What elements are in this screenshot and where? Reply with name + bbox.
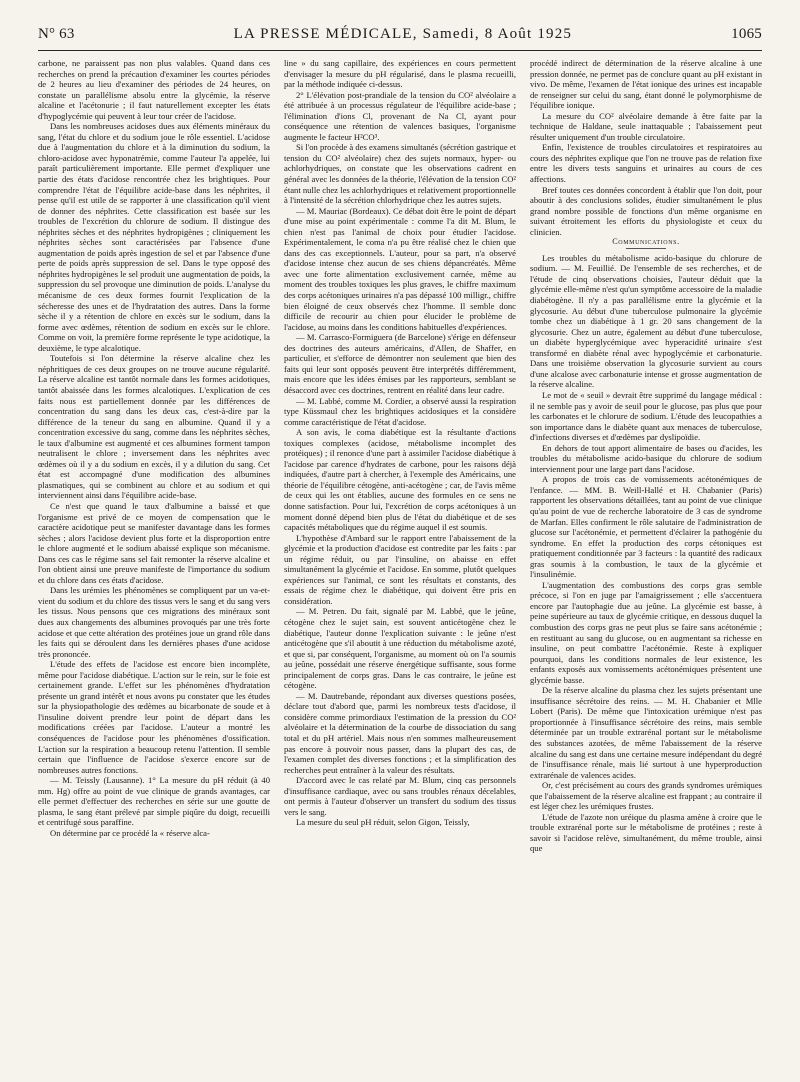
paragraph: De la réserve alcaline du plasma chez les sujets présentant une insuffisance sécrétoire des reins. — M. H. Chabanier et Mlle Lobert (Paris). De même que l'intoxication urémique n'est pas proportionnée à l'insuffisance sécrétoire des reins, mais semble déterminée par un trouble extrarénal portant sur le métabolisme des substances azotées, de même l'abaissement de la réserve alcaline du sang est dans une certaine mesure indépendant du degré de l'insuffisance rénale, mais lié surtout à une hyperproduction extrarénale de valences acides. [530, 685, 762, 780]
column-left [38, 58, 270, 1068]
paragraph: line » du sang capillaire, des expériences en cours permettent d'envisager la mesure du pH régularisé, dans le plasma recueilli, par la méthode indiquée ci-dessus. [284, 58, 516, 90]
paragraph: — M. Dautrebande, répondant aux diverses questions posées, déclare tout d'abord que, parmi les nombreux tests d'acidose, il considère comme primordiaux l'estimation de la pression du CO² alvéolaire et la détermination de la courbe de dissociation du sang total et du pH artériel. Mais nous n'en sommes malheureusement pas encore à pouvoir nous passer, dans la plupart des cas, de l'examen complet des diverses fonctions ; et la simplification des recherches peut entraîner à la valeur des résultats. [284, 690, 516, 775]
paragraph: Dans les nombreuses acidoses dues aux éléments minéraux du sang, l'état du chlore et du sodium joue le rôle essentiel. L'acidose due à l'augmentation du chlore et à la diminution du sodium, la chloro-acidose avec hyponatrémie, comme l'auteur l'a appelée, lui paraît particulièrement importante. Elle permet d'expliquer une partie des états d'acidose rencontrée chez les brightiques. Pour comprendre l'état de l'équilibre acide-base dans les néphrites, il pense qu'il est utile de se rapporter à une classification qu'il vient de donner des néphrites. Cette classification est basée sur les troubles de l'excrétion du chlorure de sodium. Il distingue des néphrites sèches et des néphrites hydropigènes ; cliniquement les néphrites sèches sont caractérisées par l'absence d'une augmentation de poids après ingestion de sel et par l'absence d'une perte de poids après suppression de sel. Dans le type opposé des néphrites hydropigènes le sel produit une augmentation de poids, la suppression du sel provoque une diminution de poids. L'analyse du mécanisme de ces deux formes fournit l'explication de la sécheresse des unes et de l'hydratation des autres. Dans la forme sèche il y a rétention de chlore en excès sur le sodium, dans la forme avec œdèmes, rétention de sodium en excès sur le chlore. Comme on voit, la première forme représente le type acidotique, la deuxième, le type alcalotique. [38, 121, 270, 353]
section-heading: Communications. [612, 237, 680, 247]
paragraph: L'étude de l'azote non uréique du plasma amène à croire que le trouble extrarénal porte sur le métabolisme de protéines ; reste à savoir si l'acidose relève, simultanément, du même trouble, ainsi que [530, 811, 762, 854]
paragraph: — M. Carrasco-Formiguera (de Barcelone) s'érige en défenseur des doctrines des auteurs américains, d'Allen, de Shaffer, en particulier, et s'efforce de démontrer non seulement que bien des faits qui leur sont opposés peuvent être interprétés différemment, mais encore que les idées émises par les rapporteurs, semblant se désaccord avec ces doctrines, rentrent en réalité dans leur cadre. [284, 332, 516, 395]
paragraph: Or, c'est précisément au cours des grands syndromes urémiques que l'abaissement de la réserve alcaline est frappant ; au contraire il est léger chez les urémiques frustes. [530, 780, 762, 812]
section-rule [626, 248, 666, 249]
paragraph: procédé indirect de détermination de la réserve alcaline à une pression donnée, ne permet pas de conclure quant au pH existant in vivo. De même, l'examen de l'état ionique des urines est incapable de renseigner sur celui du sang, étant donné le polymorphisme de l'équilibre ionique. [530, 58, 762, 111]
paragraph: A son avis, le coma diabétique est la résultante d'actions toxiques complexes (acidose, métabolisme incomplet des protéiques) ; il renonce d'une part à assimiler l'acidose diabétique à l'acidose par carence d'hydrates de carbone, pour les raisons déjà indiquées, d'autre part à chercher, à l'exemple des Américains, une théorie de l'équilibre cétogène, anti-acétogène ; car, de l'avis même de ceux qui les ont établies, aucune des formules en ce sens ne donne satisfaction. Pour lui, l'excrétion de corps acétoniques à un moment donné dépend bien plus de l'état du diabétique et de ses capacités métaboliques que du régime auquel il est soumis. [284, 427, 516, 533]
header-rule [38, 50, 762, 51]
paragraph: — M. Labbé, comme M. Cordier, a observé aussi la respiration type Küssmaul chez les brightiques acidosiques et la considère comme caractéristique de l'état d'acidose. [284, 395, 516, 427]
paragraph: Si l'on procède à des examens simultanés (sécrétion gastrique et tension du CO² alvéolaire) chez des sujets normaux, hyper- ou achlorhydriques, on constate que les observations cadrent en général avec les données de la théorie, l'élévation de la tension CO² étant nulle chez les achlorhydriques et relativement proportionnelle à l'intensité de la sécrétion chlorhydrique chez les autres sujets. [284, 142, 516, 206]
paragraph: Ce n'est que quand le taux d'albumine a baissé et que l'organisme est privé de ce moyen de compensation que le caractère acidotique peut se manifester davantage dans les formes sèches ; alors l'acidose devient plus forte et la disproportion entre le chlore augmenté et le sodium abaissé explique son mécanisme. Dans ces cas le régime sans sel fait remonter la réserve alcaline et l'on obtient ainsi une preuve manifeste de l'importance du sodium et du chlore dans ces états d'acidose. [38, 500, 270, 585]
paragraph: D'accord avec le cas relaté par M. Blum, cinq cas personnels d'insuffisance cardiaque, avec ou sans troubles rénaux décelables, ont permis à l'auteur d'observer un transfert du sodium des tissus vers le sang. [284, 775, 516, 817]
paragraph: L'hypothèse d'Ambard sur le rapport entre l'abaissement de la glycémie et la production d'acidose est contredite par les faits : par un régime réduit, ou par l'insuline, on abaisse en effet simultanément la glycémie et l'acidose. En somme, plutôt quelques expériences sur l'animal, ce sont les résultats et constants, des essais de régime chez le diabétique, qui doivent être pris en considération. [284, 532, 516, 606]
column-middle [284, 58, 516, 1068]
paragraph: Dans les urémies les phénomènes se compliquent par un va-et-vient du sodium et du chlore des tissus vers le sang et du sang vers les tissus. Nous pensons que ces migrations des minéraux sont dues aux changements des albumines provoqués par une très forte acidose et que cette altération des protéines joue un grand rôle dans les faits qui se déroulent dans les dernières phases d'une acidose très prononcée. [38, 585, 270, 659]
paragraph: Enfin, l'existence de troubles circulatoires et respiratoires au cours des néphrites explique que l'on ne trouve pas de relation fixe entre les divers tests sanguins et urinaires au cours de ces affections. [530, 142, 762, 185]
paragraph: La mesure du seul pH réduit, selon Gigon, Teissly, [296, 817, 470, 828]
paragraph: Les troubles du métabolisme acido-basique du chlorure de sodium. — M. Feuillié. De l'ensemble de ses recherches, et de l'étude de cinq observations choisies, l'auteur déduit que la glycémie elle-même n'est qu'un symptôme accessoire de la maladie diabétogène. Il n'y a pas parallélisme entre la glycémie et la glycosurie. Au début d'une tuberculose pulmonaire la glycémie tombe chez un diabétique à 1 gr. 20 sans changement de la glycosurie. Chez un autre, également au début d'une tuberculose, un diabète hyperglycémique avec hyperacidité urinaire s'est transformé en diabète rénal avec hypoglycémie et carbonaturie. Dans une troisième observation la glycosurie survient au cours d'une alcalose avec carbonaturie intense et grosse augmentation de la réserve alcaline. [530, 252, 762, 390]
paragraph: A propos de trois cas de vomissements acétonémiques de l'enfance. — MM. B. Weill-Hallé et H. Chabanier (Paris) rapportent les observations détaillées, tant au point de vue clinique qu'au point de vue de recherche laboratoire de 3 cas de syndrome de Marfan. Elles confirment le rôle salutaire de l'administration de glucose sur l'acétonémie, et permettent d'éclairer la pathogénie du syndrome. En effet la production des corps cétoniques est pratiquement conditionnée par 3 facteurs : la quantité des radicaux gras soumis à la combustion, le taux de la glycémie et l'insulinémie. [530, 474, 762, 580]
paragraph: En dehors de tout apport alimentaire de bases ou d'acides, les troubles du métabolisme acido-basique du chlorure de sodium interviennent pour une large part dans l'acidose. [530, 442, 762, 474]
paragraph: 2° L'élévation post-prandiale de la tension du CO² alvéolaire a été attribuée à un processus régulateur de l'équilibre acide-base ; l'élimination d'ions Cl, provenant de Na Cl, ayant pour conséquence une rétention de valences basiques, l'organisme augmente le facteur H²CO³. [284, 89, 516, 142]
paragraph: carbone, ne paraissent pas non plus valables. Quand dans ces recherches on prend la précaution d'examiner les courtes périodes de 2 heures au lieu d'examiner des périodes de 24 heures, on constate un parallélisme absolu entre la glycémie, la réserve alcaline et l'acétonurie ; il faut naturellement excepter les états d'hypoglycémie qui peuvent à leur tour créer de l'acidose. [38, 58, 270, 121]
paragraph: On détermine par ce procédé la « réserve alca- [50, 827, 210, 838]
paragraph: — M. Petren. Du fait, signalé par M. Labbé, que le jeûne, cétogène chez le sujet sain, est souvent anticétogène chez le diabétique, l'auteur donne l'explication suivante : le jeûne n'est anticétogène que s'il aboutit à une réduction du métabolisme azoté, et que si, par conséquent, l'organisme, au moment où on l'a soumis au jeûne, possédait une réserve énergétique suffisante, sous forme principalement de corps gras. Dans le cas contraire, le jeûne est cétogène. [284, 606, 516, 691]
text-columns [38, 58, 762, 1068]
page-header [38, 26, 762, 44]
journal-title: LA PRESSE MÉDICALE, Samedi, 8 Août 1925 [233, 26, 573, 42]
paragraph: L'augmentation des combustions des corps gras semble précoce, si l'on en juge par l'amaigrissement ; elle s'accentuera encore par l'autophagie due au jeûne. La glycémie est basse, à peine supérieure au taux de glycémie critique, en dessous duquel la combustion des corps gras ne peut plus se faire sans acétonémie ; en restituant au sang du glucose, ou en augmentant sa richesse en insuline, on peut combattre l'acétonémie. Reste à expliquer pourquoi, dans les conditions normales de leur existence, les enfants exposés aux vomissements acétonémiques présentent une glycémie basse. [530, 579, 762, 685]
page-number: 1065 [731, 26, 762, 42]
paragraph: Le mot de « seuil » devrait être supprimé du langage médical : il ne semble pas y avoir de seuil pour le glucose, pas plus que pour les carbonates et le chlorure de sodium. L'étude des leucopathies a son importance dans le diabète quant aux menaces de tuberculose, d'infections diverses et d'œdèmes par dyslipoïdie. [530, 389, 762, 443]
issue-number: N° 63 [38, 26, 75, 42]
paragraph: — M. Mauriac (Bordeaux). Ce débat doit être le point de départ d'une mise au point expérimentale : comme l'a dit M. Blum, le chien n'est pas l'animal de choix pour étudier l'acidose. Expérimentalement, le coma n'a pu être réalisé chez le chien que dans des cas exceptionnels. L'auteur, pour sa part, n'a observé d'acidose intense chez aucun de ses chiens dépancréatés. Même avec une forte alimentation exclusivement carnée, même au moment des troubles toxiques les plus graves, le chiffre maximum des corps acétoniques urinaires n'a pas dépassé 100 milligr., chiffre bien éloigné de ceux observés chez l'homme. Il semble donc difficile de recourir au chien pour élucider le problème de l'acidose, au moins dans les conditions habituelles d'expériences. [284, 205, 516, 332]
paragraph: — M. Teissly (Lausanne). 1° La mesure du pH réduit (à 40 mm. Hg) offre au point de vue clinique de grands avantages, car elle permet d'effectuer des recherches en série sur une goutte de plasma, le sang étant prélevé par simple piqûre du doigt, recueilli et centrifugé sous paraffine. [38, 775, 270, 828]
column-right [530, 58, 762, 1068]
paragraph: L'étude des effets de l'acidose est encore bien incomplète, même pour l'acidose diabétique. L'action sur le rein, sur le foie est certainement grande. L'effet sur les phénomènes d'hydratation présente un grand intérêt et nous avons pu constater que les études sur la physiopathologie des œdèmes au bicarbonate de soude et à l'insuline doivent prendre leur point de départ dans les modifications créées par l'acidose. L'auteur a montré les conséquences de l'acidose pour les phénomènes d'ossification. L'action sur la respiration a beaucoup retenu l'attention. Il semble certain que l'influence de l'acidose s'exerce encore sur de nombreuses autres fonctions. [38, 659, 270, 775]
paragraph: Bref toutes ces données concordent à établir que l'on doit, pour aboutir à des conclusions solides, étudier simultanément le plus grand nombre possible de fonctions d'un même organisme en suivant étroitement les efforts du physiologiste et ceux du clinicien. [530, 184, 762, 237]
paragraph: La mesure du CO² alvéolaire demande à être faite par la technique de Haldane, seule inattaquable ; l'abaissement peut résulter uniquement d'un trouble circulatoire. [530, 110, 762, 142]
paragraph: Toutefois si l'on détermine la réserve alcaline chez les néphritiques de ces deux groupes on ne trouve aucune régularité. La réserve alcaline est tantôt normale dans les formes acidotiques, tantôt abaissée dans les formes alcalotiques. L'explication de ces faits nous est partiellement donnée par les différences de concentration du sang dans les deux cas, c'est-à-dire par la différence de la teneur du sang en albumine. Quand il y a concentration excessive du sang, comme dans les néphrites sèches, le taux d'albumine est augmenté et ces albumines forment tampon neutralisent le chlore ; inversement dans les néphrites avec œdèmes où il y a du sodium en excès, il y a dilution du sang. Cet état est accompagné d'une modification des albumines plasmatiques, qui se combinent au chlore et au sodium et qui interviennent ainsi dans l'équilibre acide-base. [38, 353, 270, 501]
